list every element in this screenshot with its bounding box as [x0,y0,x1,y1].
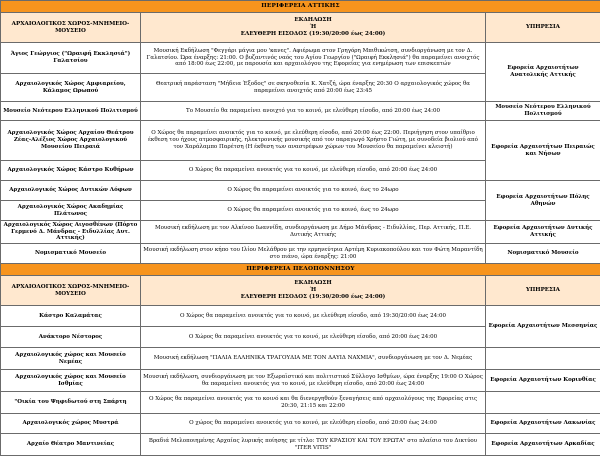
table-row [1,370,600,392]
event-cell: Ο Χώρος θα παραμείνει ανοικτός για το κοινό, έως το 24ωρο [141,181,486,201]
service-cell: Μουσείο Νεότερου Ελληνικού Πολιτισμού [486,102,600,121]
site-cell: Άγιος Γεώργιος ("Ωραιφή Εκκλησιά") Γαλατσίου [1,43,141,74]
table-row [1,181,600,201]
event-header-line-3: ΕΛΕΥΘΕΡΗ ΕΙΣΟΔΟΣ (19:30/20:00 έως 24:00) [240,293,386,300]
column-header-service: ΥΠΗΡΕΣΙΑ [486,276,600,306]
service-cell: Νομισματικό Μουσείο [486,244,600,264]
event-header-line-2: Ή [309,24,317,31]
table-row [1,306,600,327]
event-cell: Μουσική Εκδήλωση "Φεγγάρι μάγια μου 'κανες". Αφιέρωμα στον Γρηγόρη Μπιθικώτση, συνδιοργάνωση με τον Δ. Γαλατσίου. Ώρα έναρξης: 21:00. Ο βυζαντινός ναός του Αγίου Γεωργίου ("Ωραιφή Εκκλησιά") θα παραμείνει ανοιχτός από 18:00 έως 22:00, με παρουσία και αρχαιολόγου της Εφορείας για ενημέρωση των επισκεπτών [141,43,486,74]
service-cell: Εφορεία Αρχαιοτήτων Ανατολικής Αττικής [486,43,600,102]
event-cell: Μουσική εκδήλωση με τον Αλκίνοο Ιωαννίδη, συνδιοργάνωση με Δήμο Μάνδρας - Ειδυλλίας, Περ. Αττικής, Π.Ε. Δυτικής Αττικής [141,221,486,244]
table-row [1,392,600,414]
table-row [1,102,600,121]
column-header-site: ΑΡΧΑΙΟΛΟΓΙΚΟΣ ΧΩΡΟΣ-ΜΝΗΜΕΙΟ-ΜΟΥΣΕΙΟ [1,13,141,43]
event-cell: Μουσική εκδήλωση, συνδιοργάνωση με τον Εξωραϊστικό και πολιτιστικό Σύλλογο Ισθμίων, ώρα έναρξης 19:00 Ο Χώρος θα παραμείνει ανοικτός για το κοινό, με ελεύθερη είσοδο, από 20:00 έως 24:00 [141,370,486,392]
site-cell: Αρχαιολογικός Χώρος Αιγοσθένων (Πόρτο Γερμενό Δ. Μάνδρας - Ειδυλλίας Δυτ. Αττικής) [1,221,141,244]
table-row [1,221,600,244]
site-cell: Κάστρο Καλαμάτας [1,306,141,327]
site-cell: Αρχαιολογικός Χώρος Αμφιαρείου, Κάλαμος Ωρωπού [1,74,141,102]
site-cell: Ανάκτορο Νέστορος [1,327,141,348]
service-cell: Εφορεία Αρχαιοτήτων Κορινθίας [486,370,600,392]
table-row [1,434,600,456]
service-cell: Εφορεία Αρχαιοτήτων Λακωνίας [486,414,600,434]
table-row [1,121,600,161]
region-title-attica: ΠΕΡΙΦΕΡΕΙΑ ΑΤΤΙΚΗΣ [1,1,600,13]
event-header-line-3: ΕΛΕΥΘΕΡΗ ΕΙΣΟΔΟΣ (19:30/20:00 έως 24:00) [240,30,386,37]
site-cell: Νομισματικό Μουσείο [1,244,141,264]
event-cell: Ο χώρος θα παραμείνει ανοικτός για το κοινό, με ελεύθερη είσοδο, από 20:00 έως 24:00 [141,414,486,434]
service-cell-empty [486,348,600,370]
site-cell: Αρχαίο Θέατρο Μαντινείας [1,434,141,456]
service-cell: Εφορεία Αρχαιοτήτων Πειραιώς και Νήσων [486,121,600,181]
table-row [1,414,600,434]
site-cell: Αρχαιολογικός χώρος και Μουσείο Νεμέας [1,348,141,370]
column-header-site: ΑΡΧΑΙΟΛΟΓΙΚΟΣ ΧΩΡΟΣ-ΜΝΗΜΕΙΟ-ΜΟΥΣΕΙΟ [1,276,141,306]
site-cell: Αρχαιολογικός χώρος Μυστρά [1,414,141,434]
region-title-peloponnese: ΠΕΡΙΦΕΡΕΙΑ ΠΕΛΟΠΟΝΝΗΣΟΥ [1,264,600,276]
region-header-row [1,264,600,276]
site-cell: Αρχαιολογικός Χώρος Ακαδημίας Πλάτωνος [1,201,141,221]
event-header-line-1: ΕΚΔΗΛΩΣΗ [294,280,332,287]
event-cell: Ο Χώρος θα παραμείνει ανοικτός για το κοινό, με ελεύθερη είσοδο, από 19:30/20:00 έως 24:00 [141,306,486,327]
event-cell: Μουσική εκδήλωση "ΠΑΛΙΑ ΕΛΛΗΝΙΚΑ ΤΡΑΓΟΥΔΙΑ ΜΕ ΤΟΝ ΔΑΥΙΔ ΝΑΧΜΙΑ", συνδιοργάνωση με τον Δ. Νεμέας [141,348,486,370]
table-row [1,348,600,370]
service-cell: Εφορεία Αρχαιοτήτων Πόλης Αθηνών [486,181,600,221]
event-cell: Το Μουσείο θα παραμείνει ανοιχτό για το κοινό, με ελεύθερη είσοδο, από 20:00 έως 24:00 [141,102,486,121]
event-cell: Ο Χώρος θα παραμείνει ανοικτός για το κοινό, έως το 24ωρο [141,201,486,221]
event-cell: Μουσική εκδήλωση στον κήπο του Ιλίου Μελάθρου με την ερμηνεύτρια Αρτέμη Κυριακοπούλου και τον Φώτη Μαραντίδη στο πιάνο, ώρα έναρξης: 21:00 [141,244,486,264]
event-cell: Θεατρική παράσταση "Μήδεια Έξοδος" σε σκηνοθεσία Κ. Χατζή, ώρα έναρξης 20:30 Ο αρχαιολογικός χώρος θα παραμείνει ανοιχτός από 20:00 έως 23:45 [141,74,486,102]
site-cell: Αρχαιολογικός Χώρος Δυτικών Λόφων [1,181,141,201]
event-cell: Ο Χώρος θα παραμείνει ανοικτός για το κοινό και θα διενεργηθούν ξεναγήσεις από αρχαιολόγους της Εφορείας στις 20:30, 21:15 και 22:00 [141,392,486,414]
event-header-line-2: Ή [309,287,317,294]
service-cell: Εφορεία Αρχαιοτήτων Αρκαδίας [486,434,600,456]
event-cell: Ο Χώρος θα παραμείνει ανοικτός για το κοινό, με ελεύθερη είσοδο, από 20:00 έως 24:00 [141,161,486,181]
event-header-line-1: ΕΚΔΗΛΩΣΗ [294,17,332,24]
site-cell: Μουσείο Νεότερου Ελληνικού Πολιτισμού [1,102,141,121]
event-cell: Βραδιά Μελοποιημένης Αρχαίας λυρικής ποίησης με τίτλο: ΤΟΥ ΚΡΑΣΙΟΥ ΚΑΙ ΤΟΥ ΕΡΩΤΑ" στο πλαίσιο του Δικτύου "ITER VITIS" [141,434,486,456]
region-header-row [1,1,600,13]
table-row [1,43,600,74]
event-cell: Ο Χώρος θα παραμείνει ανοικτός για το κοινό, με ελεύθερη είσοδο, από 20:00 έως 24:00 [141,327,486,348]
service-cell: Εφορεία Αρχαιοτήτων Δυτικής Αττικής [486,221,600,244]
service-cell-empty [486,392,600,414]
site-cell: Αρχαιολογικός Χώρος Αρχαίου Θεάτρου Ζέας-Αλέξιος Χώρος Αρχαιολογικού Μουσείου Πειραιά [1,121,141,161]
event-cell: Ο Χώρος θα παραμείνει ανοικτός για το κοινό, με ελεύθερη είσοδο, από 20:00 έως 22:00. Περιήγηση στον υπαίθριο έκθεση του ήχους ατμοσφαιρικής, ηλεκτρονικής μουσικής από τον παραγωγό Χρήστο Γιώτη, με συνοδεία βιολιού από τον Χαράλαμπο Παρέτση (Η έκθεση των αναστρέφων χώρων του Μουσείου θα παραμείνει κλειστή) [141,121,486,161]
column-header-event [141,13,486,43]
column-header-service: ΥΠΗΡΕΣΙΑ [486,13,600,43]
service-cell: Εφορεία Αρχαιοτήτων Μεσσηνίας [486,306,600,348]
site-cell: "Οικία του Ψηφιδωτού στη Σπάρτη [1,392,141,414]
column-header-row [1,276,600,306]
site-cell: Αρχαιολογικός Χώρος Κάστρο Κυθήρων [1,161,141,181]
column-header-event [141,276,486,306]
column-header-row [1,13,600,43]
table-row [1,244,600,264]
site-cell: Αρχαιολογικός χώρος και Μουσείο Ισθμίας [1,370,141,392]
